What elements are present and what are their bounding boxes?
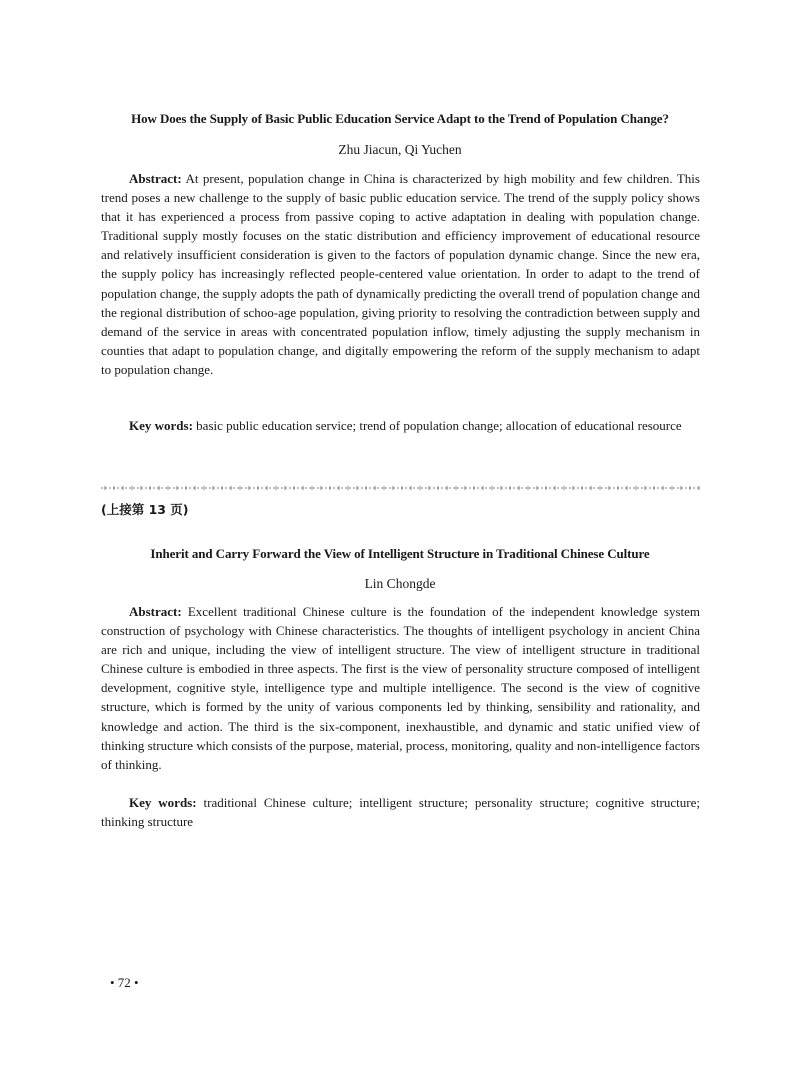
section-divider — [101, 485, 701, 491]
article-2-abstract-text: Excellent traditional Chinese culture is the foundation of the independent knowledge system construction of psychology with Chinese characteristics. The thoughts of intelligent psychology in ancient China are rich and unique, including the view of intelligent structure. The view of intelligent structure in traditional Chinese culture is embodied in three aspects. The first is the view of personality structure composed of intelligent development, cognitive style, intelligence type and multiple intelligence. The second is the view of cognitive structure, which is formed by the unity of various components led by thinking, sensibility and rationality, and knowledge and action. The third is the six-component, inexhaustible, and dynamic and static unified view of thinking structure which consists of the purpose, material, process, monitoring, quality and non-intelligence factors of thinking. — [101, 604, 701, 772]
page-number: • 72 • — [110, 975, 139, 990]
article-2-title: Inherit and Carry Forward the View of Intelligent Structure in Traditional Chinese Culture — [150, 546, 650, 561]
article-1-authors: Zhu Jiacun, Qi Yuchen — [338, 142, 462, 157]
article-1-keywords-text: basic public education service; trend of population change; allocation of educational resource — [196, 418, 682, 433]
article-1-abstract-text: At present, population change in China is characterized by high mobility and few children. This trend poses a new challenge to the supply of basic public education service. The trend of the supply policy shows that it has experienced a process from passive coping to active adaptation in dealing with population change. Traditional supply mostly focuses on the static distribution and efficiency improvement of educational resource and relatively insufficient consideration is given to the factors of population dynamic change. Since the new era, the supply policy has increasingly reflected people-centered value orientation. In order to adapt to the trend of population change, the supply adopts the path of dynamically predicting the overall trend of population change and the regional distribution of schoo-age population, giving priority to resolving the contradiction between supply and demand of the service in areas with concentrated population inflow, timely adjusting the supply mechanism in counties that adapt to population change, and digitally empowering the reform of the supply mechanism to adapt to population change. — [101, 171, 700, 377]
article-2-abstract-label: Abstract: — [129, 604, 182, 619]
article-1-abstract — [101, 169, 700, 379]
article-2-keywords-label: Key words: — [129, 795, 197, 810]
article-1-keywords-label: Key words: — [129, 418, 193, 433]
article-2-keywords — [101, 793, 700, 831]
article-2-authors: Lin Chongde — [364, 576, 436, 591]
article-1-abstract-label: Abstract: — [129, 171, 182, 186]
article-2-abstract — [101, 602, 700, 774]
article-2-keywords-text: traditional Chinese culture; intelligent structure; personality structure; cognitive structure; thinking structure — [101, 795, 700, 830]
continued-from-note: (上接第 13 页) — [101, 502, 189, 517]
article-1-title: How Does the Supply of Basic Public Education Service Adapt to the Trend of Population Change? — [131, 111, 669, 126]
article-1-keywords — [101, 416, 700, 435]
